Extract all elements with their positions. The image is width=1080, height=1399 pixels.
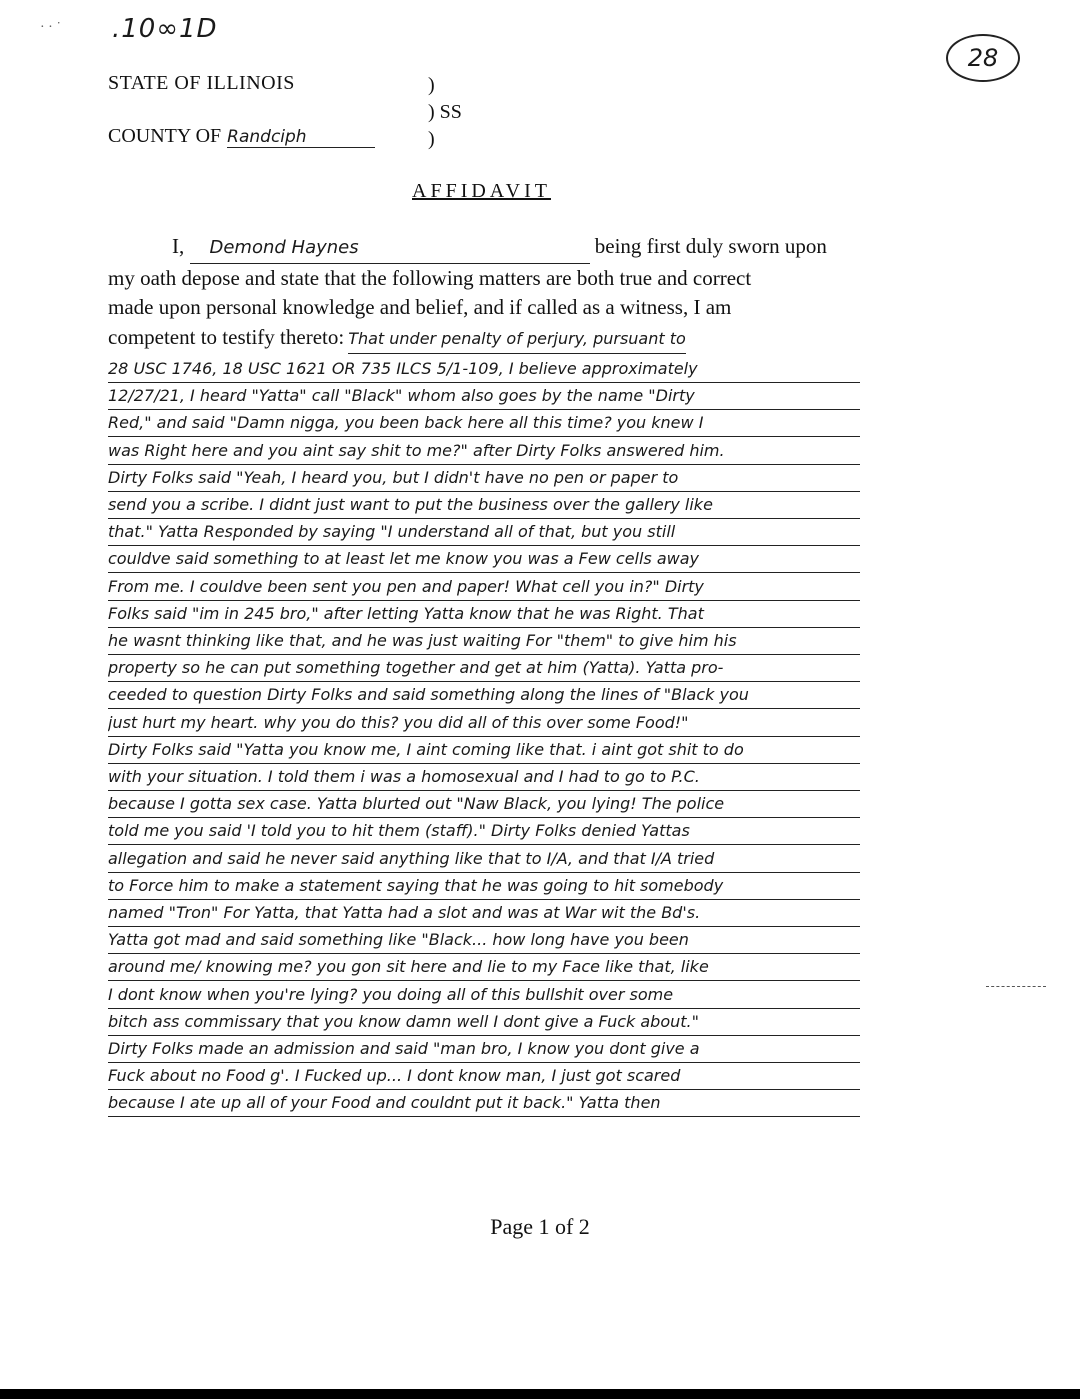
- intro-prefix: I,: [172, 234, 185, 258]
- intro-line4-hand: That under penalty of perjury, pursuant to: [348, 324, 686, 355]
- county-value: Randciph: [227, 127, 375, 148]
- handwritten-line: Fuck about no Food g'. I Fucked up... I dont know man, I just got scared: [108, 1062, 860, 1090]
- intro-line-4: [108, 323, 868, 355]
- handwritten-line: allegation and said he never said anything like that to I/A, and that I/A tried: [108, 845, 860, 873]
- intro-line4-label: competent to testify thereto:: [108, 324, 345, 349]
- handwritten-line: Red," and said "Damn nigga, you been back here all this time? you knew I: [108, 409, 860, 437]
- handwritten-line: around me/ knowing me? you gon sit here and lie to my Face like that, like: [108, 953, 860, 981]
- handwritten-line: From me. I couldve been sent you pen and paper! What cell you in?" Dirty: [108, 573, 860, 601]
- handwritten-line: that." Yatta Responded by saying "I understand all of that, but you still: [108, 518, 860, 546]
- county-label: COUNTY OF: [108, 125, 222, 147]
- handwritten-line: he wasnt thinking like that, and he was just waiting For "them" to give him his: [108, 627, 860, 655]
- handwritten-line: just hurt my heart. why you do this? you did all of this over some Food!": [108, 709, 860, 737]
- handwritten-line: ceeded to question Dirty Folks and said something along the lines of "Black you: [108, 681, 860, 709]
- paren-1: ): [428, 74, 435, 96]
- handwritten-line: because I gotta sex case. Yatta blurted out "Naw Black, you lying! The police: [108, 790, 860, 818]
- document-title: AFFIDAVIT: [412, 180, 551, 202]
- margin-dash: [986, 986, 1046, 987]
- handwritten-line: told me you said 'I told you to hit them (staff)." Dirty Folks denied Yattas: [108, 817, 860, 845]
- page-footer: Page 1 of 2: [490, 1214, 590, 1239]
- handwritten-line: Dirty Folks made an admission and said "man bro, I know you dont give a: [108, 1035, 860, 1063]
- handwritten-line: 12/27/21, I heard "Yatta" call "Black" whom also goes by the name "Dirty: [108, 382, 860, 410]
- scan-bottom-edge: [0, 1389, 1080, 1399]
- paren-3: ): [428, 128, 435, 150]
- circled-page-number: 28: [946, 34, 1020, 82]
- handwritten-line: bitch ass commissary that you know damn well I dont give a Fuck about.": [108, 1008, 860, 1036]
- intro-line1-rest: being first duly sworn upon: [594, 234, 827, 258]
- paren-ss: ) SS: [428, 101, 462, 123]
- state-line: STATE OF ILLINOIS: [108, 72, 295, 94]
- corner-note: .10∞1D: [112, 14, 218, 44]
- intro-line-3: made upon personal knowledge and belief, and if called as a witness, I am: [108, 295, 732, 319]
- handwritten-line: named "Tron" For Yatta, that Yatta had a slot and was at War wit the Bd's.: [108, 899, 860, 927]
- handwritten-line: I dont know when you're lying? you doing all of this bullshit over some: [108, 981, 860, 1009]
- handwritten-line: send you a scribe. I didnt just want to put the business over the gallery like: [108, 491, 860, 519]
- handwritten-line: because I ate up all of your Food and couldnt put it back." Yatta then: [108, 1089, 860, 1117]
- handwritten-line: with your situation. I told them i was a homosexual and I had to go to P.C.: [108, 763, 860, 791]
- affiant-name: Demond Haynes: [190, 233, 590, 264]
- handwritten-line: to Force him to make a statement saying that he was going to hit somebody: [108, 872, 860, 900]
- handwritten-line: was Right here and you aint say shit to me?" after Dirty Folks answered him.: [108, 437, 860, 465]
- handwritten-line: Dirty Folks said "Yatta you know me, I aint coming like that. i aint got shit to do: [108, 736, 860, 764]
- intro-line-1: [108, 232, 868, 264]
- handwritten-line: Yatta got mad and said something like "Black... how long have you been: [108, 926, 860, 954]
- handwritten-line: Dirty Folks said "Yeah, I heard you, but I didn't have no pen or paper to: [108, 464, 860, 492]
- handwritten-line: couldve said something to at least let me know you was a Few cells away: [108, 545, 860, 573]
- handwritten-line: property so he can put something together and get at him (Yatta). Yatta pro-: [108, 654, 860, 682]
- county-line: [108, 125, 375, 148]
- handwritten-line: Folks said "im in 245 bro," after letting Yatta know that he was Right. That: [108, 600, 860, 628]
- scan-specks: · · ˙: [40, 20, 61, 35]
- intro-paragraph: [108, 232, 868, 354]
- intro-line-2: my oath depose and state that the following matters are both true and correct: [108, 265, 752, 290]
- handwritten-line: 28 USC 1746, 18 USC 1621 OR 735 ILCS 5/1-109, I believe approximately: [108, 355, 860, 383]
